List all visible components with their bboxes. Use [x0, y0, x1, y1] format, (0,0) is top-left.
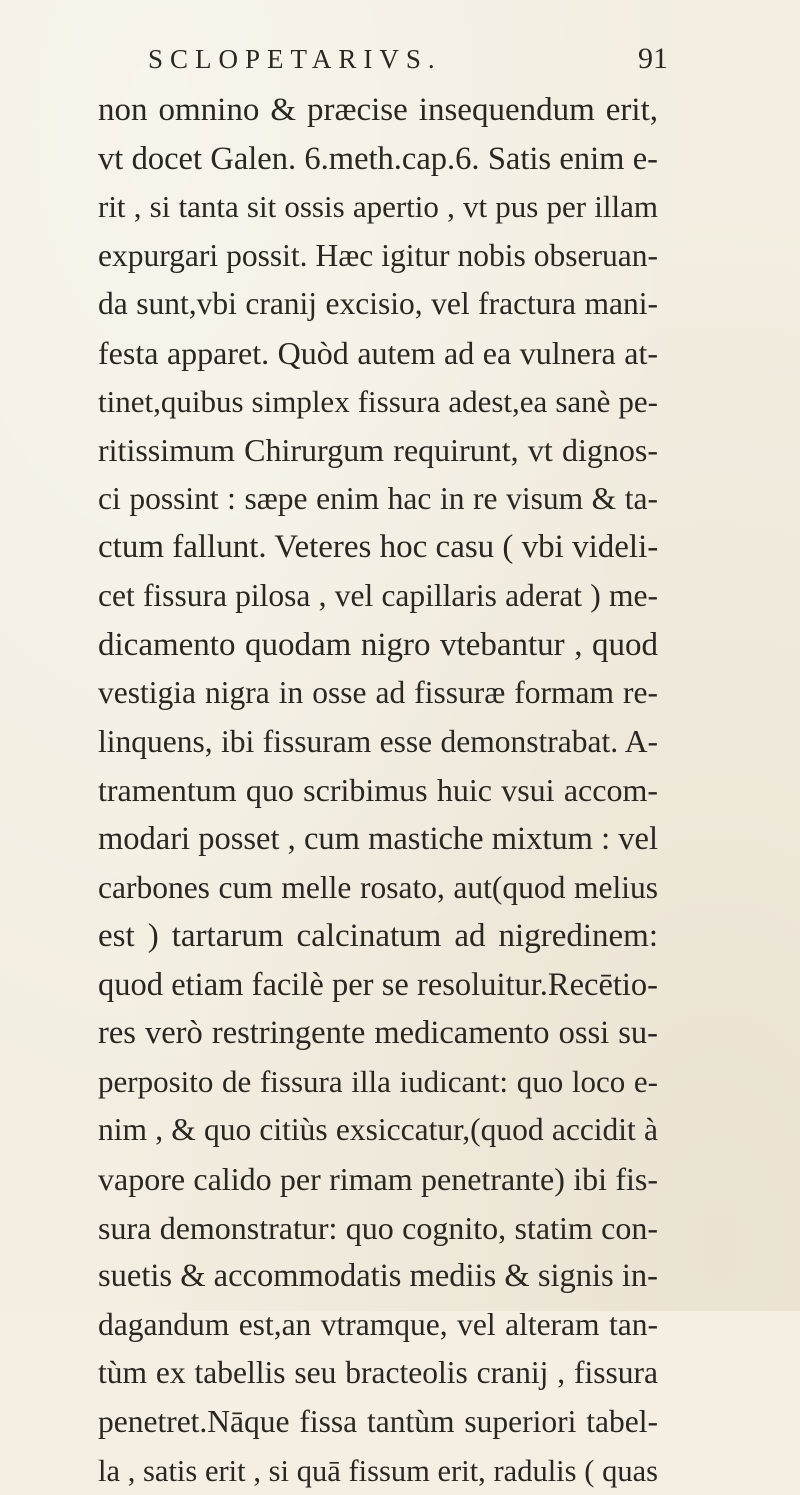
text-line: tinet,quibus simplex fissura adest,ea sanè pe- [98, 383, 658, 419]
text-line: ritissimum Chirurgum requirunt, vt dignos- [98, 432, 658, 469]
text-line: cet fissura pilosa , vel capillaris aderat ) me- [98, 577, 658, 613]
text-line: res verò restringente medicamento ossi su- [98, 1015, 658, 1052]
text-line: penetret.Nāque fissa tantùm superiori tabel- [98, 1404, 658, 1440]
text-line: vestigia nigra in osse ad fissuræ formam re- [98, 675, 658, 711]
text-line: ci possint : sæpe enim hac in re visum & ta- [98, 480, 658, 516]
text-line: da sunt,vbi cranij excisio, vel fractura mani- [98, 286, 658, 322]
text-line: quod etiam facilè per se resoluitur.Recētio- [98, 966, 658, 1003]
text-line: perposito de fissura illa iudicant: quo loco e- [98, 1063, 658, 1099]
text-line: tùm ex tabellis seu bracteolis cranij , fissura [98, 1355, 658, 1391]
text-line: linquens, ibi fissuram esse demonstrabat. A- [98, 723, 658, 759]
text-line: dagandum est,an vtramque, vel alteram tan- [98, 1306, 658, 1342]
text-line: est ) tartarum calcinatum ad nigredinem: [98, 918, 658, 955]
text-line: ctum fallunt. Veteres hoc casu ( vbi videli- [98, 529, 659, 566]
text-line: la , satis erit , si quā fissum erit, radulis ( quas [98, 1453, 658, 1488]
text-line: vt docet Galen. 6.meth.cap.6. Satis enim e- [98, 140, 658, 177]
text-line: rit , si tanta sit ossis apertio , vt pus per illam [98, 189, 658, 225]
body-text [98, 86, 658, 1495]
text-line: suetis & accommodatis mediis & signis in- [98, 1258, 658, 1295]
page-header [148, 40, 668, 84]
text-line: dicamento quodam nigro vtebantur , quod [98, 626, 658, 663]
text-line: festa apparet. Quòd autem ad ea vulnera at- [98, 334, 658, 371]
running-title: SCLOPETARIVS. [148, 44, 442, 74]
text-line: nim , & quo citiùs exsiccatur,(quod accidit à [98, 1112, 658, 1148]
page-number: 91 [638, 42, 668, 75]
text-line: modari posset , cum mastiche mixtum : vel [98, 820, 658, 857]
text-line: sura demonstratur: quo cognito, statim con- [98, 1209, 658, 1246]
text-line: carbones cum melle rosato, aut(quod melius [98, 869, 658, 905]
text-line: expurgari possit. Hæc igitur nobis obseruan- [98, 237, 658, 273]
text-line: non omnino & præcise insequendum erit, [98, 92, 658, 128]
text-line: vapore calido per rimam penetrante) ibi fis- [98, 1161, 658, 1198]
text-line: tramentum quo scribimus huic vsui accom- [98, 772, 658, 809]
